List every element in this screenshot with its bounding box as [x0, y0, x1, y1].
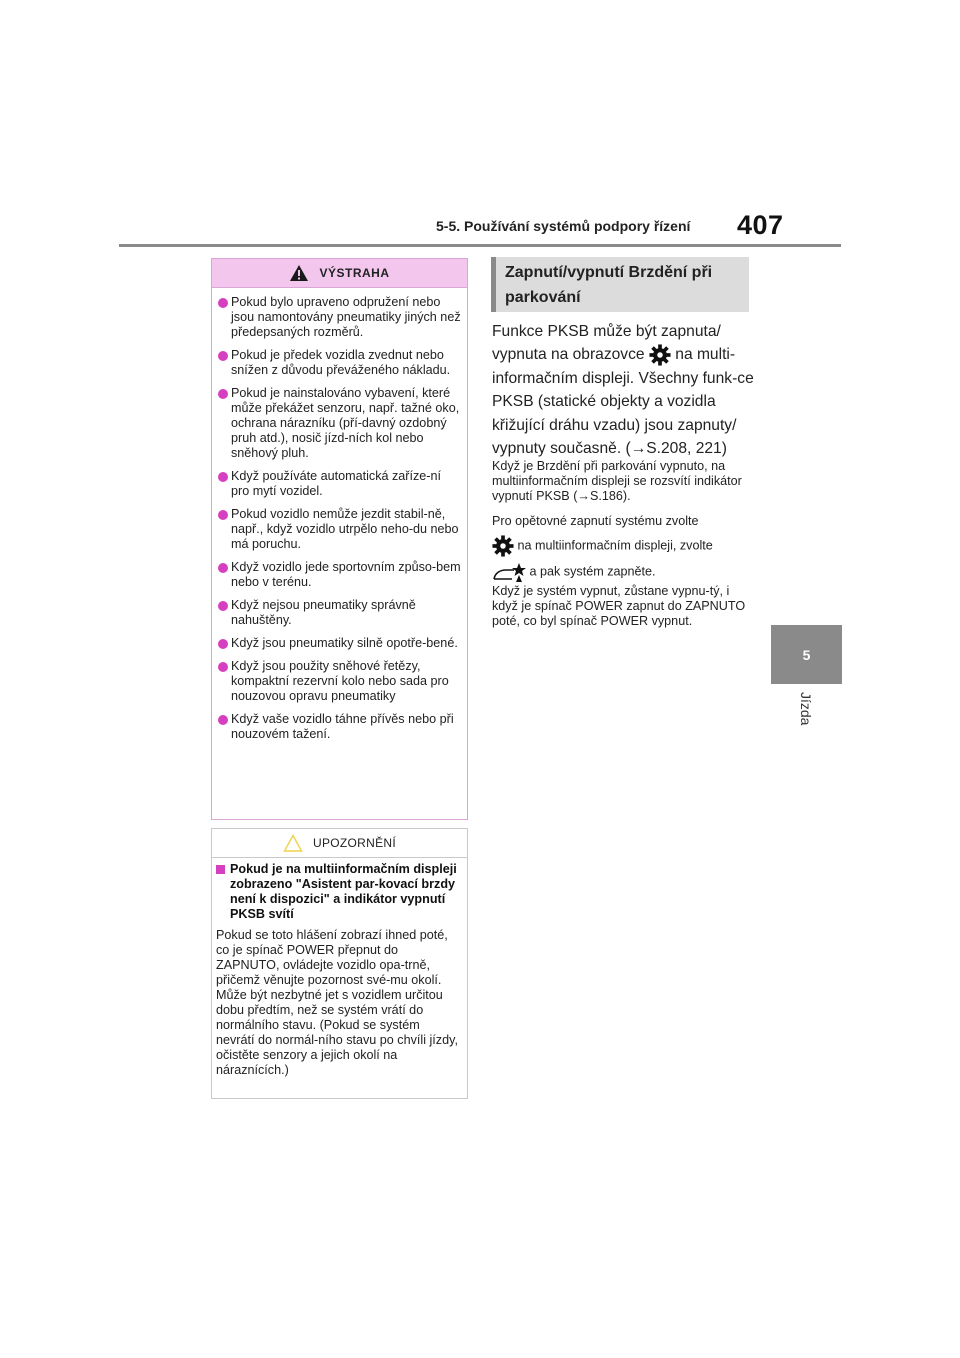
bullet-dot-icon [218, 389, 228, 399]
chapter-number: 5 [802, 646, 811, 663]
bullet-dot-icon [218, 351, 228, 361]
paragraph-1-text-b: na multi-informačním displeji. Všechny funk-ce PKSB (statické objekty a vozidla křižující dráhu vzadu) jsou zapnuty/ vypnuty současně. ( [492, 346, 754, 458]
paragraph-3-line-3 [492, 561, 754, 583]
warning-item [218, 386, 461, 461]
caution-box [211, 828, 468, 1099]
page-reference: S.208, 221) [646, 440, 727, 458]
header-rule [119, 244, 841, 247]
warning-item-text: Když vozidlo jede sportovním způso-bem nebo v terénu. [231, 560, 461, 589]
chapter-label: Jízda [798, 692, 814, 726]
page-reference: S.186). [590, 489, 631, 503]
paragraph-1 [492, 320, 754, 460]
arrow-ref-icon: → [577, 489, 590, 503]
warning-item [218, 507, 461, 552]
warning-item [218, 659, 461, 704]
warning-item-text: Pokud je nainstalováno vybavení, které může překážet senzoru, např. tažné oko, ochrana nárazníku (pří-davný ozdobný pruh atd.), nosič jízd-ních kol nebo sněhový pluh. [231, 386, 460, 460]
warning-item [218, 295, 461, 340]
warning-item [218, 636, 461, 651]
caution-header [212, 829, 467, 858]
bullet-dot-icon [218, 662, 228, 672]
chapter-tab [771, 625, 842, 684]
paragraph-3-text-b: na multiinformačním displeji, zvolte [517, 538, 713, 553]
bullet-dot-icon [218, 639, 228, 649]
paragraph-3-line-2 [492, 535, 754, 557]
warning-triangle-icon [289, 264, 309, 282]
warning-header [212, 259, 467, 288]
warning-item [218, 560, 461, 590]
paragraph-3 [492, 514, 754, 583]
paragraph-4: Když je systém vypnut, zůstane vypnu-tý, i když je spínač POWER zapnut do ZAPNUTO poté, co byl spínač POWER vypnut. [492, 584, 746, 628]
paragraph-3-text-a: Pro opětovné zapnutí systému zvolte [492, 514, 699, 528]
warning-item [218, 469, 461, 499]
bullet-square-icon [216, 865, 225, 874]
caution-body [212, 858, 467, 1078]
warning-title: VÝSTRAHA [319, 266, 390, 280]
warning-item [218, 348, 461, 378]
warning-item [218, 598, 461, 628]
gear-icon [649, 344, 671, 366]
paragraph-3-text-c: a pak systém zapněte. [529, 564, 656, 579]
paragraph-2-text: Když je Brzdění při parkování vypnuto, na multiinformačním displeji se rozsvítí indikátor vypnutí PKSB ( [492, 459, 742, 503]
car-sensor-icon [492, 561, 526, 583]
bullet-dot-icon [218, 510, 228, 520]
warning-box [211, 258, 468, 820]
paragraph-2 [492, 459, 754, 504]
caution-heading-text: Pokud je na multiinformačním displeji zobrazeno "Asistent par-kovací brzdy není k dispozici" a indikátor vypnutí PKSB svítí [230, 862, 457, 921]
warning-list [212, 288, 467, 742]
caution-heading [216, 862, 461, 922]
section-heading-text: Zapnutí/vypnutí Brzdění při parkování [505, 264, 713, 306]
warning-item-text: Když jsou pneumatiky silně opotře-bené. [231, 636, 458, 650]
running-header: 5-5. Používání systémů podpory řízení [436, 218, 691, 234]
bullet-dot-icon [218, 298, 228, 308]
warning-item-text: Pokud je předek vozidla zvednut nebo snížen z důvodu převáženého nákladu. [231, 348, 451, 377]
warning-item-text: Když používáte automatická zaříze-ní pro mytí vozidel. [231, 469, 441, 498]
warning-item-text: Pokud bylo upraveno odpružení nebo jsou namontovány pneumatiky jiných než předepsaných rozměrů. [231, 295, 461, 339]
caution-title: UPOZORNĚNÍ [312, 836, 396, 850]
warning-item-text: Pokud vozidlo nemůže jezdit stabil-ně, např., když vozidlo utrpělo neho-du nebo má poruchu. [231, 507, 459, 551]
warning-item-text: Když jsou použity sněhové řetězy, kompaktní rezervní kolo nebo sada pro nouzovou opravu pneumatiky [231, 659, 449, 703]
warning-item-text: Když nejsou pneumatiky správně nahuštěny. [231, 598, 416, 627]
bullet-dot-icon [218, 601, 228, 611]
arrow-ref-icon: → [630, 440, 647, 458]
section-heading [491, 257, 749, 312]
caution-text: Pokud se toto hlášení zobrazí ihned poté, co je spínač POWER přepnut do ZAPNUTO, ovládejte vozidlo opa-trně, přičemž věnujte pozornost své-mu okolí. Může být nezbytné jet s vozidlem určitou dobu předtím, než se systém vrátí do normálního stavu. (Pokud se systém nevrátí do normál-ního stavu po chvíli jízdy, očistěte senzory a jejich okolí na náraznících.) [216, 928, 458, 1077]
caution-triangle-icon [283, 834, 303, 852]
warning-item-text: Když vaše vozidlo táhne přívěs nebo při nouzovém tažení. [231, 712, 454, 741]
page-number: 407 [737, 210, 784, 240]
bullet-dot-icon [218, 715, 228, 725]
warning-item [218, 712, 461, 742]
bullet-dot-icon [218, 472, 228, 482]
gear-icon [492, 535, 514, 557]
paragraph-1-text-a: Funkce PKSB může být zapnuta/ vypnuta na obrazovce [492, 323, 721, 364]
bullet-dot-icon [218, 563, 228, 573]
